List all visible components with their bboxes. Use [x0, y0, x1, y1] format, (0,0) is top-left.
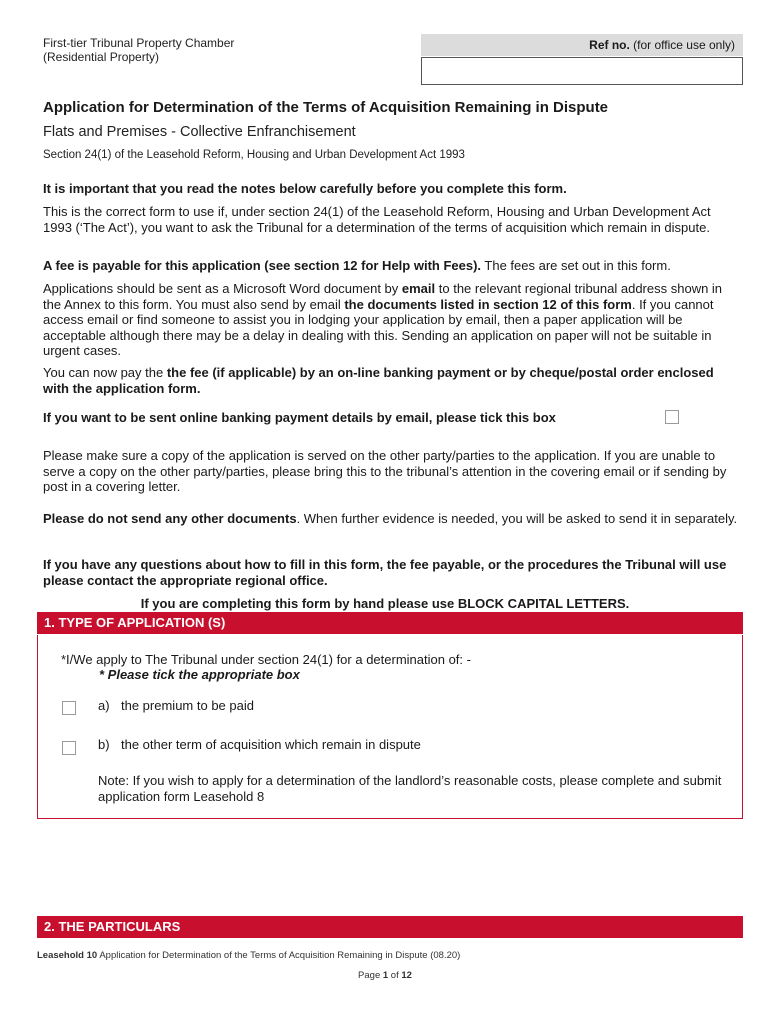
pay-text: You can now pay the [43, 365, 167, 380]
important-notice: It is important that you read the notes below carefully before you complete this form. [43, 181, 567, 196]
footer-form-code: Leasehold 10 [37, 950, 98, 961]
no-docs-rest: . When further evidence is needed, you will be asked to send it in separately. [296, 511, 738, 526]
ref-no-input[interactable] [421, 57, 743, 85]
org-line-1: First-tier Tribunal Property Chamber [43, 36, 235, 50]
ref-no-label-rest: (for office use only) [629, 38, 735, 52]
act-reference: Section 24(1) of the Leasehold Reform, Housing and Urban Development Act 1993 [43, 149, 465, 161]
send-text-3: . If you cannot access email or find someone to assist you in lodging your application by email, then a paper application will be acceptable although there may be a delay in dealing with this. Sending an application on paper will not be suitable in urgent cases. [43, 296, 714, 358]
ref-no-box [421, 34, 743, 85]
option-b-checkbox[interactable] [62, 741, 76, 755]
tick-instruction: * Please tick the appropriate box [99, 667, 300, 682]
form-title: Application for Determination of the Terms of Acquisition Remaining in Dispute [43, 99, 609, 116]
block-capitals-note: If you are completing this form by hand please use BLOCK CAPITAL LETTERS. [140, 596, 630, 611]
no-docs-bold: Please do not send any other documents [43, 511, 297, 526]
option-b-letter: b) [98, 737, 110, 752]
correct-form-note: This is the correct form to use if, under section 24(1) of the Leasehold Reform, Housing and Urban Development Act 1993 (‘The Act’), you want to ask the Tribunal for a determination of the terms of acquisition which remain in dispute. [43, 204, 711, 235]
option-b-label: the other term of acquisition which remain in dispute [121, 737, 421, 752]
option-a-label: the premium to be paid [121, 698, 254, 713]
fee-note [43, 258, 743, 274]
send-docs-bold: the documents listed in section 12 of this form [344, 296, 632, 312]
option-a-letter: a) [98, 698, 110, 713]
page-current: 1 [382, 970, 389, 981]
send-email-bold: email [401, 281, 436, 296]
apply-statement: *I/We apply to The Tribunal under section 24(1) for a determination of: - [61, 652, 471, 667]
ref-no-label [421, 34, 743, 56]
no-documents-note [43, 511, 743, 527]
page-of: of [388, 970, 402, 981]
page-prefix: Page [358, 970, 383, 981]
serve-copy-note: Please make sure a copy of the application is served on the other party/parties to the application. If you are unable to serve a copy on the other party/parties, please bring this to the tribunal’s attention in the covering email or if sending by post in a covering letter. [43, 448, 727, 494]
page-number [0, 970, 770, 981]
section-1-heading: 1. TYPE OF APPLICATION (S) [37, 612, 743, 634]
send-text-2: to the relevant regional tribunal address shown in the Annex to this form. You must also send by email [43, 281, 723, 312]
form-footer [37, 950, 460, 961]
form-subtitle: Flats and Premises - Collective Enfranchisement [43, 124, 356, 140]
tribunal-name [43, 36, 234, 64]
page-total: 12 [401, 970, 412, 981]
footer-form-title: Application for Determination of the Terms of Acquisition Remaining in Dispute (08.20) [97, 950, 461, 961]
send-text-1: Applications should be sent as a Microsoft Word document by [43, 281, 402, 296]
costs-note: Note: If you wish to apply for a determination of the landlord’s reasonable costs, please complete and submit application form Leasehold 8 [98, 773, 722, 804]
questions-note: If you have any questions about how to fill in this form, the fee payable, or the procedures the Tribunal will use please contact the appropriate regional office. [43, 557, 727, 588]
payment-note [43, 365, 743, 396]
sending-instructions [43, 281, 743, 359]
pay-text-bold: the fee (if applicable) by an on-line banking payment or by cheque/postal order enclosed with the application form. [43, 365, 714, 396]
banking-details-checkbox[interactable] [665, 410, 679, 424]
org-line-2: (Residential Property) [43, 50, 160, 64]
option-a-checkbox[interactable] [62, 701, 76, 715]
fee-note-bold: A fee is payable for this application (see section 12 for Help with Fees). [43, 258, 482, 273]
section-2-heading: 2. THE PARTICULARS [37, 916, 743, 938]
fee-note-rest: The fees are set out in this form. [481, 258, 671, 273]
ref-no-label-bold: Ref no. [589, 38, 630, 52]
banking-details-label: If you want to be sent online banking payment details by email, please tick this box [43, 410, 556, 425]
